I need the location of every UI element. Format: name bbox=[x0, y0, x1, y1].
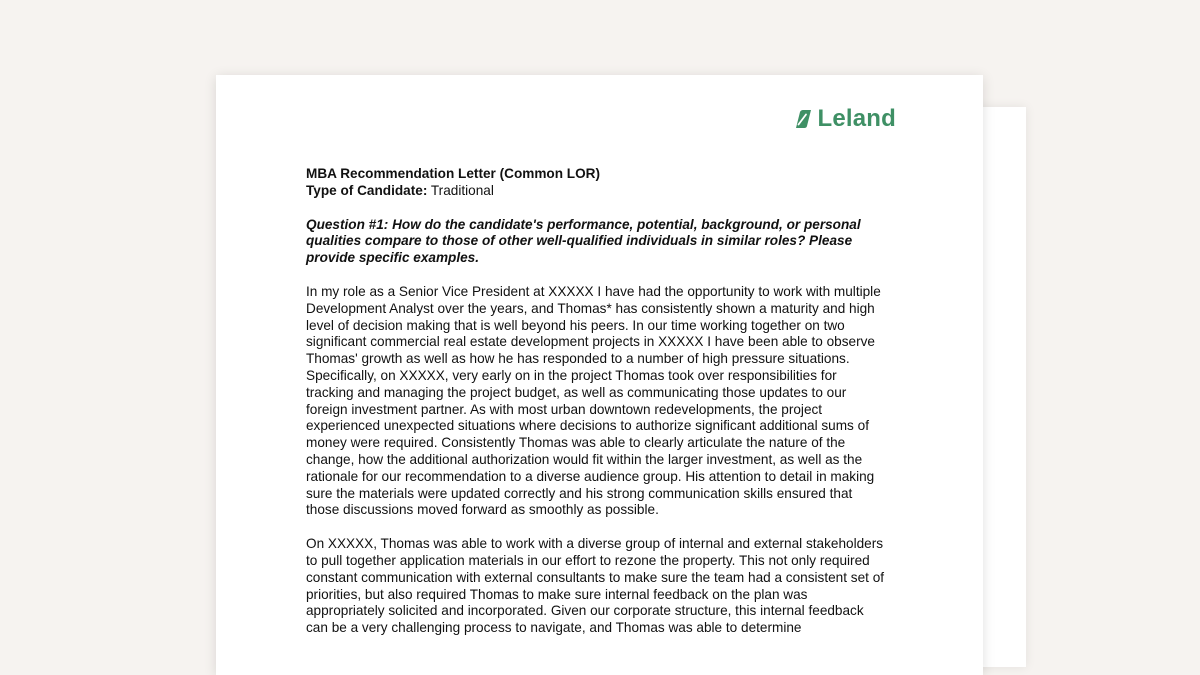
letter-body bbox=[306, 166, 886, 637]
letter-paragraph-2: On XXXXX, Thomas was able to work with a diverse group of internal and external stakeholders to pull together application materials in our effort to rezone the property. This not only required constant communication with external consultants to make sure the team had a consistent set of priorities, but also required Thomas to make sure internal feedback on the plan was appropriately solicited and incorporated. Given our corporate structure, this internal feedback can be a very challenging process to navigate, and Thomas was able to determine bbox=[306, 536, 885, 636]
candidate-type bbox=[306, 183, 886, 200]
document-title: MBA Recommendation Letter (Common LOR) bbox=[306, 166, 601, 181]
leaf-icon bbox=[792, 109, 812, 129]
candidate-type-label: Type of Candidate: bbox=[306, 182, 428, 198]
letter-paragraph-1: In my role as a Senior Vice President at XXXXX I have had the opportunity to work with multiple Development Analyst over the years, and Thomas* has consistently shown a maturity and high level of decision making that is well beyond his peers. In our time working together on two significant commercial real estate development projects in XXXXX I have been able to observe Thomas' growth as well as how he has responded to a number of high pressure situations. Specifically, on XXXXX, very early on in the project Thomas took over responsibilities for tracking and managing the project budget, as well as communicating those updates to our foreign investment partner. As with most urban downtown redevelopments, the project experienced unexpected situations where decisions to authorize significant additional sums of money were required. Consistently Thomas was able to clearly articulate the nature of the change, how the additional authorization would fit within the larger investment, as well as the rationale for our recommendation to a diverse audience group. His attention to detail in making sure the materials were updated correctly and his strong communication skills ensured that those discussions moved forward as smoothly as possible. bbox=[306, 283, 881, 518]
candidate-type-value: Traditional bbox=[427, 182, 494, 198]
document-page bbox=[216, 75, 983, 675]
leland-logo bbox=[792, 105, 896, 133]
brand-name: Leland bbox=[817, 105, 896, 132]
question-heading: Question #1: How do the candidate's performance, potential, background, or personal qualities compare to those of other well-qualified individuals in similar roles? Please provide specific examples. bbox=[306, 216, 861, 266]
